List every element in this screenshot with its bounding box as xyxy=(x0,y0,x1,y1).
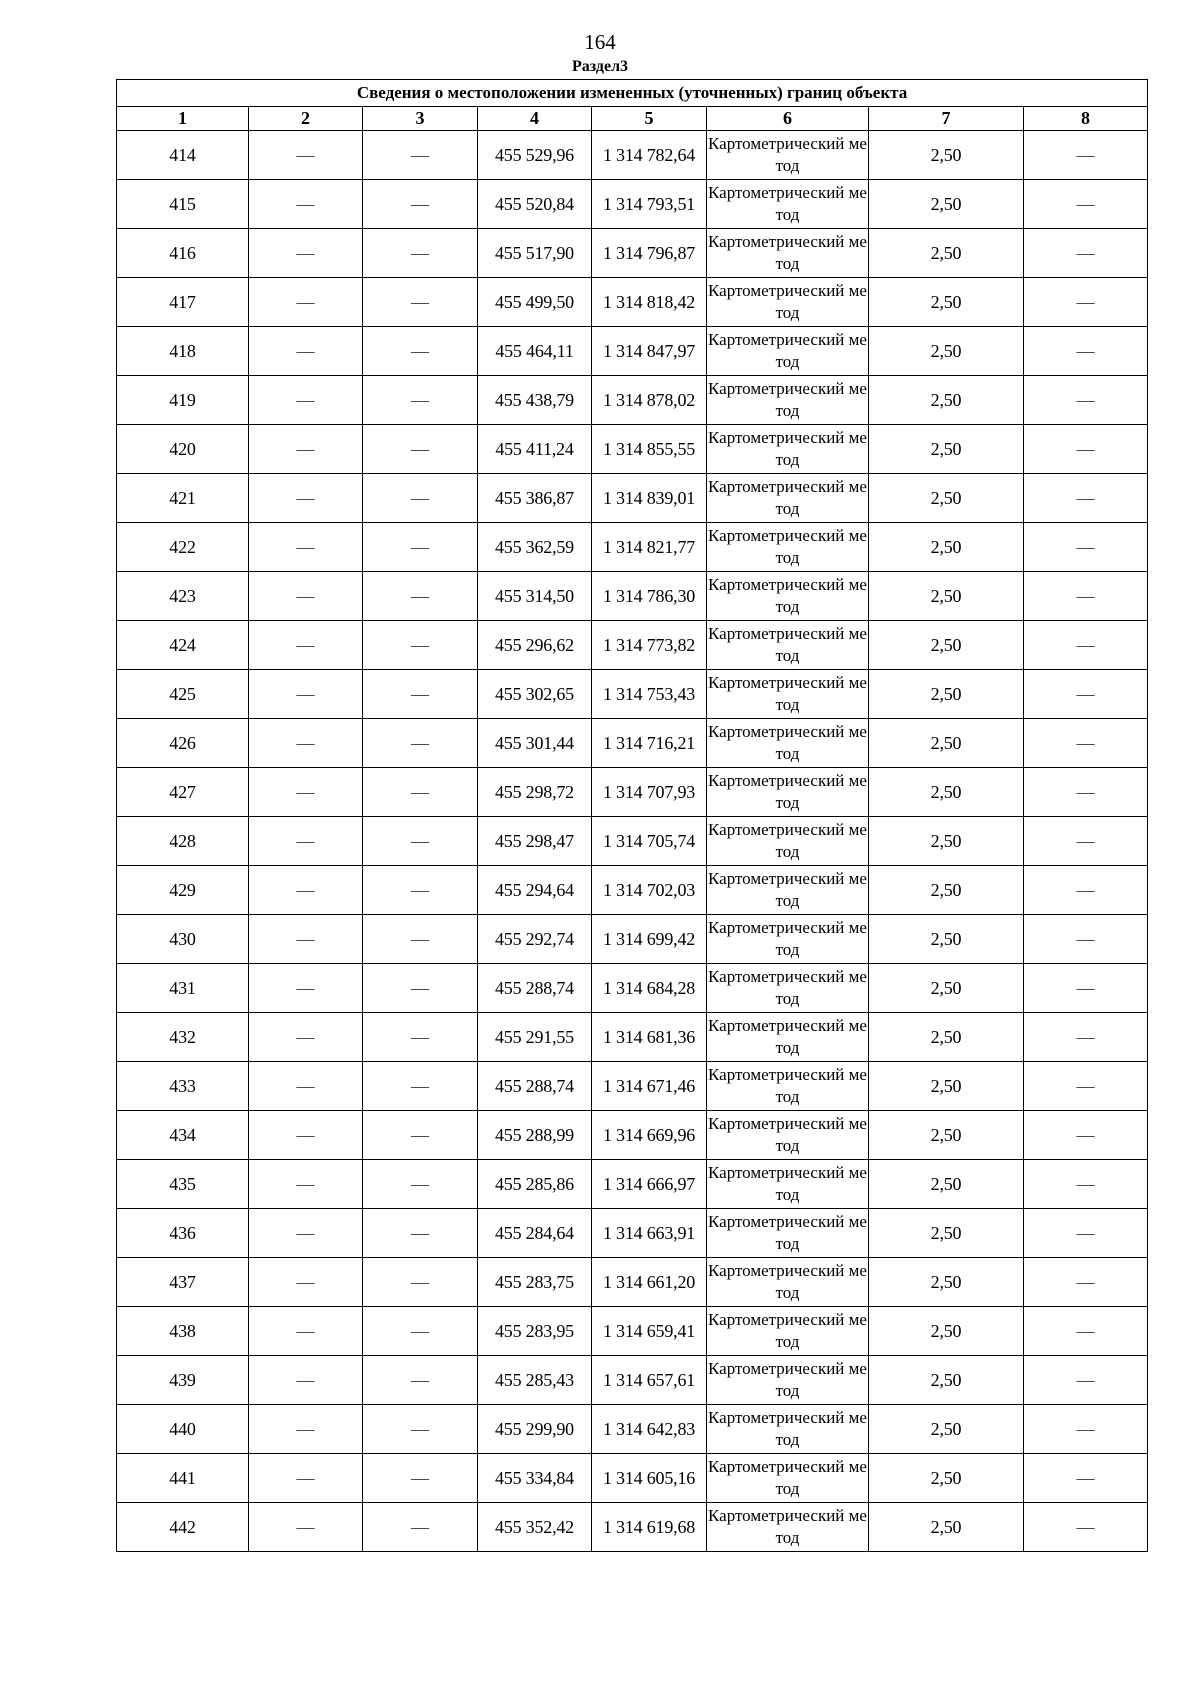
col3-cell: — xyxy=(363,425,478,474)
y-coordinate-cell: 1 314 619,68 xyxy=(592,1503,707,1552)
method-cell: Картометрический метод xyxy=(707,1454,869,1503)
y-coordinate-cell: 1 314 793,51 xyxy=(592,180,707,229)
col3-cell: — xyxy=(363,278,478,327)
method-cell: Картометрический метод xyxy=(707,327,869,376)
table-row xyxy=(117,474,1148,523)
x-coordinate-cell: 455 288,74 xyxy=(478,964,592,1013)
x-coordinate-cell: 455 292,74 xyxy=(478,915,592,964)
method-cell: Картометрический метод xyxy=(707,915,869,964)
method-cell: Картометрический метод xyxy=(707,180,869,229)
point-number-cell: 431 xyxy=(117,964,249,1013)
col8-cell: — xyxy=(1024,719,1148,768)
col8-cell: — xyxy=(1024,523,1148,572)
accuracy-cell: 2,50 xyxy=(869,1013,1024,1062)
col3-cell: — xyxy=(363,768,478,817)
point-number-cell: 436 xyxy=(117,1209,249,1258)
column-number-2: 2 xyxy=(249,107,363,131)
y-coordinate-cell: 1 314 847,97 xyxy=(592,327,707,376)
x-coordinate-cell: 455 464,11 xyxy=(478,327,592,376)
column-number-8: 8 xyxy=(1024,107,1148,131)
point-number-cell: 426 xyxy=(117,719,249,768)
col2-cell: — xyxy=(249,474,363,523)
table-row xyxy=(117,180,1148,229)
y-coordinate-cell: 1 314 796,87 xyxy=(592,229,707,278)
col8-cell: — xyxy=(1024,1209,1148,1258)
col2-cell: — xyxy=(249,1160,363,1209)
method-cell: Картометрический метод xyxy=(707,1209,869,1258)
accuracy-cell: 2,50 xyxy=(869,817,1024,866)
accuracy-cell: 2,50 xyxy=(869,229,1024,278)
method-cell: Картометрический метод xyxy=(707,1062,869,1111)
x-coordinate-cell: 455 285,86 xyxy=(478,1160,592,1209)
col8-cell: — xyxy=(1024,131,1148,180)
point-number-cell: 433 xyxy=(117,1062,249,1111)
table-row xyxy=(117,915,1148,964)
y-coordinate-cell: 1 314 855,55 xyxy=(592,425,707,474)
x-coordinate-cell: 455 386,87 xyxy=(478,474,592,523)
col3-cell: — xyxy=(363,1160,478,1209)
point-number-cell: 425 xyxy=(117,670,249,719)
column-number-row xyxy=(117,107,1148,131)
col2-cell: — xyxy=(249,1503,363,1552)
point-number-cell: 415 xyxy=(117,180,249,229)
table-row xyxy=(117,621,1148,670)
page-number: 164 xyxy=(584,30,616,54)
accuracy-cell: 2,50 xyxy=(869,1307,1024,1356)
y-coordinate-cell: 1 314 659,41 xyxy=(592,1307,707,1356)
method-cell: Картометрический метод xyxy=(707,474,869,523)
y-coordinate-cell: 1 314 663,91 xyxy=(592,1209,707,1258)
y-coordinate-cell: 1 314 657,61 xyxy=(592,1356,707,1405)
col2-cell: — xyxy=(249,572,363,621)
method-cell: Картометрический метод xyxy=(707,817,869,866)
point-number-cell: 429 xyxy=(117,866,249,915)
point-number-cell: 430 xyxy=(117,915,249,964)
y-coordinate-cell: 1 314 661,20 xyxy=(592,1258,707,1307)
col3-cell: — xyxy=(363,1062,478,1111)
method-cell: Картометрический метод xyxy=(707,964,869,1013)
col2-cell: — xyxy=(249,278,363,327)
y-coordinate-cell: 1 314 839,01 xyxy=(592,474,707,523)
table-row xyxy=(117,1503,1148,1552)
x-coordinate-cell: 455 299,90 xyxy=(478,1405,592,1454)
x-coordinate-cell: 455 291,55 xyxy=(478,1013,592,1062)
table-row xyxy=(117,719,1148,768)
x-coordinate-cell: 455 301,44 xyxy=(478,719,592,768)
col2-cell: — xyxy=(249,425,363,474)
col3-cell: — xyxy=(363,1454,478,1503)
point-number-cell: 435 xyxy=(117,1160,249,1209)
accuracy-cell: 2,50 xyxy=(869,866,1024,915)
table-row xyxy=(117,670,1148,719)
method-cell: Картометрический метод xyxy=(707,1503,869,1552)
x-coordinate-cell: 455 298,47 xyxy=(478,817,592,866)
col8-cell: — xyxy=(1024,474,1148,523)
accuracy-cell: 2,50 xyxy=(869,719,1024,768)
col8-cell: — xyxy=(1024,1307,1148,1356)
col8-cell: — xyxy=(1024,1160,1148,1209)
method-cell: Картометрический метод xyxy=(707,670,869,719)
method-cell: Картометрический метод xyxy=(707,278,869,327)
x-coordinate-cell: 455 283,75 xyxy=(478,1258,592,1307)
col8-cell: — xyxy=(1024,1111,1148,1160)
col8-cell: — xyxy=(1024,1405,1148,1454)
x-coordinate-cell: 455 294,64 xyxy=(478,866,592,915)
col2-cell: — xyxy=(249,1405,363,1454)
x-coordinate-cell: 455 285,43 xyxy=(478,1356,592,1405)
col8-cell: — xyxy=(1024,327,1148,376)
col8-cell: — xyxy=(1024,768,1148,817)
table-row xyxy=(117,1111,1148,1160)
accuracy-cell: 2,50 xyxy=(869,425,1024,474)
y-coordinate-cell: 1 314 684,28 xyxy=(592,964,707,1013)
table-row xyxy=(117,572,1148,621)
col3-cell: — xyxy=(363,866,478,915)
y-coordinate-cell: 1 314 642,83 xyxy=(592,1405,707,1454)
x-coordinate-cell: 455 288,99 xyxy=(478,1111,592,1160)
x-coordinate-cell: 455 438,79 xyxy=(478,376,592,425)
col3-cell: — xyxy=(363,474,478,523)
x-coordinate-cell: 455 529,96 xyxy=(478,131,592,180)
accuracy-cell: 2,50 xyxy=(869,964,1024,1013)
point-number-cell: 439 xyxy=(117,1356,249,1405)
col3-cell: — xyxy=(363,131,478,180)
table-row xyxy=(117,817,1148,866)
accuracy-cell: 2,50 xyxy=(869,131,1024,180)
point-number-cell: 421 xyxy=(117,474,249,523)
y-coordinate-cell: 1 314 707,93 xyxy=(592,768,707,817)
table-row xyxy=(117,1356,1148,1405)
accuracy-cell: 2,50 xyxy=(869,1454,1024,1503)
method-cell: Картометрический метод xyxy=(707,572,869,621)
col8-cell: — xyxy=(1024,278,1148,327)
y-coordinate-cell: 1 314 699,42 xyxy=(592,915,707,964)
coordinates-table xyxy=(116,79,1148,1552)
point-number-cell: 419 xyxy=(117,376,249,425)
method-cell: Картометрический метод xyxy=(707,131,869,180)
col2-cell: — xyxy=(249,523,363,572)
col3-cell: — xyxy=(363,915,478,964)
col8-cell: — xyxy=(1024,964,1148,1013)
col3-cell: — xyxy=(363,327,478,376)
table-row xyxy=(117,1307,1148,1356)
point-number-cell: 438 xyxy=(117,1307,249,1356)
col2-cell: — xyxy=(249,1209,363,1258)
col2-cell: — xyxy=(249,131,363,180)
table-row xyxy=(117,1405,1148,1454)
col3-cell: — xyxy=(363,180,478,229)
col8-cell: — xyxy=(1024,866,1148,915)
method-cell: Картометрический метод xyxy=(707,866,869,915)
y-coordinate-cell: 1 314 705,74 xyxy=(592,817,707,866)
y-coordinate-cell: 1 314 702,03 xyxy=(592,866,707,915)
table-row xyxy=(117,327,1148,376)
x-coordinate-cell: 455 499,50 xyxy=(478,278,592,327)
accuracy-cell: 2,50 xyxy=(869,1111,1024,1160)
col3-cell: — xyxy=(363,1111,478,1160)
col2-cell: — xyxy=(249,1307,363,1356)
point-number-cell: 442 xyxy=(117,1503,249,1552)
col3-cell: — xyxy=(363,817,478,866)
y-coordinate-cell: 1 314 753,43 xyxy=(592,670,707,719)
point-number-cell: 427 xyxy=(117,768,249,817)
col3-cell: — xyxy=(363,1307,478,1356)
accuracy-cell: 2,50 xyxy=(869,376,1024,425)
table-row xyxy=(117,1454,1148,1503)
y-coordinate-cell: 1 314 818,42 xyxy=(592,278,707,327)
col2-cell: — xyxy=(249,1356,363,1405)
col8-cell: — xyxy=(1024,229,1148,278)
col2-cell: — xyxy=(249,229,363,278)
table-title-row xyxy=(117,80,1148,107)
x-coordinate-cell: 455 288,74 xyxy=(478,1062,592,1111)
col3-cell: — xyxy=(363,719,478,768)
table-row xyxy=(117,1013,1148,1062)
col2-cell: — xyxy=(249,1454,363,1503)
col2-cell: — xyxy=(249,376,363,425)
y-coordinate-cell: 1 314 669,96 xyxy=(592,1111,707,1160)
accuracy-cell: 2,50 xyxy=(869,474,1024,523)
col3-cell: — xyxy=(363,572,478,621)
accuracy-cell: 2,50 xyxy=(869,1356,1024,1405)
table-row xyxy=(117,131,1148,180)
col2-cell: — xyxy=(249,817,363,866)
x-coordinate-cell: 455 296,62 xyxy=(478,621,592,670)
table-row xyxy=(117,1209,1148,1258)
accuracy-cell: 2,50 xyxy=(869,1503,1024,1552)
y-coordinate-cell: 1 314 786,30 xyxy=(592,572,707,621)
col2-cell: — xyxy=(249,670,363,719)
col2-cell: — xyxy=(249,768,363,817)
x-coordinate-cell: 455 298,72 xyxy=(478,768,592,817)
method-cell: Картометрический метод xyxy=(707,1160,869,1209)
method-cell: Картометрический метод xyxy=(707,1307,869,1356)
col8-cell: — xyxy=(1024,1503,1148,1552)
accuracy-cell: 2,50 xyxy=(869,572,1024,621)
col2-cell: — xyxy=(249,327,363,376)
column-number-4: 4 xyxy=(478,107,592,131)
col8-cell: — xyxy=(1024,1356,1148,1405)
x-coordinate-cell: 455 314,50 xyxy=(478,572,592,621)
col2-cell: — xyxy=(249,719,363,768)
section-label: Раздел3 xyxy=(571,58,629,75)
point-number-cell: 441 xyxy=(117,1454,249,1503)
accuracy-cell: 2,50 xyxy=(869,1062,1024,1111)
x-coordinate-cell: 455 334,84 xyxy=(478,1454,592,1503)
table-row xyxy=(117,1160,1148,1209)
column-number-6: 6 xyxy=(707,107,869,131)
col2-cell: — xyxy=(249,1111,363,1160)
x-coordinate-cell: 455 283,95 xyxy=(478,1307,592,1356)
column-number-3: 3 xyxy=(363,107,478,131)
accuracy-cell: 2,50 xyxy=(869,523,1024,572)
point-number-cell: 416 xyxy=(117,229,249,278)
accuracy-cell: 2,50 xyxy=(869,621,1024,670)
point-number-cell: 422 xyxy=(117,523,249,572)
method-cell: Картометрический метод xyxy=(707,1405,869,1454)
table-title: Сведения о местоположении измененных (уточненных) границ объекта xyxy=(117,80,1148,107)
point-number-cell: 434 xyxy=(117,1111,249,1160)
col3-cell: — xyxy=(363,1503,478,1552)
point-number-cell: 437 xyxy=(117,1258,249,1307)
col3-cell: — xyxy=(363,1013,478,1062)
col3-cell: — xyxy=(363,1405,478,1454)
column-number-7: 7 xyxy=(869,107,1024,131)
x-coordinate-cell: 455 520,84 xyxy=(478,180,592,229)
col8-cell: — xyxy=(1024,180,1148,229)
x-coordinate-cell: 455 352,42 xyxy=(478,1503,592,1552)
col8-cell: — xyxy=(1024,621,1148,670)
col8-cell: — xyxy=(1024,670,1148,719)
accuracy-cell: 2,50 xyxy=(869,1160,1024,1209)
table-row xyxy=(117,964,1148,1013)
method-cell: Картометрический метод xyxy=(707,425,869,474)
col3-cell: — xyxy=(363,376,478,425)
x-coordinate-cell: 455 411,24 xyxy=(478,425,592,474)
col2-cell: — xyxy=(249,180,363,229)
method-cell: Картометрический метод xyxy=(707,1258,869,1307)
col8-cell: — xyxy=(1024,425,1148,474)
method-cell: Картометрический метод xyxy=(707,523,869,572)
y-coordinate-cell: 1 314 821,77 xyxy=(592,523,707,572)
col3-cell: — xyxy=(363,670,478,719)
col3-cell: — xyxy=(363,964,478,1013)
table-row xyxy=(117,866,1148,915)
y-coordinate-cell: 1 314 716,21 xyxy=(592,719,707,768)
y-coordinate-cell: 1 314 878,02 xyxy=(592,376,707,425)
col8-cell: — xyxy=(1024,817,1148,866)
col8-cell: — xyxy=(1024,376,1148,425)
col8-cell: — xyxy=(1024,1013,1148,1062)
method-cell: Картометрический метод xyxy=(707,376,869,425)
y-coordinate-cell: 1 314 773,82 xyxy=(592,621,707,670)
accuracy-cell: 2,50 xyxy=(869,1258,1024,1307)
point-number-cell: 440 xyxy=(117,1405,249,1454)
col2-cell: — xyxy=(249,621,363,670)
x-coordinate-cell: 455 362,59 xyxy=(478,523,592,572)
method-cell: Картометрический метод xyxy=(707,768,869,817)
col2-cell: — xyxy=(249,1013,363,1062)
method-cell: Картометрический метод xyxy=(707,229,869,278)
accuracy-cell: 2,50 xyxy=(869,180,1024,229)
table-row xyxy=(117,1258,1148,1307)
col8-cell: — xyxy=(1024,572,1148,621)
method-cell: Картометрический метод xyxy=(707,1356,869,1405)
table-row xyxy=(117,1062,1148,1111)
x-coordinate-cell: 455 517,90 xyxy=(478,229,592,278)
col8-cell: — xyxy=(1024,1454,1148,1503)
col2-cell: — xyxy=(249,1258,363,1307)
table-row xyxy=(117,376,1148,425)
point-number-cell: 417 xyxy=(117,278,249,327)
accuracy-cell: 2,50 xyxy=(869,1209,1024,1258)
point-number-cell: 423 xyxy=(117,572,249,621)
col2-cell: — xyxy=(249,1062,363,1111)
col8-cell: — xyxy=(1024,1062,1148,1111)
col3-cell: — xyxy=(363,1356,478,1405)
accuracy-cell: 2,50 xyxy=(869,1405,1024,1454)
accuracy-cell: 2,50 xyxy=(869,915,1024,964)
accuracy-cell: 2,50 xyxy=(869,327,1024,376)
y-coordinate-cell: 1 314 671,46 xyxy=(592,1062,707,1111)
table-row xyxy=(117,768,1148,817)
col3-cell: — xyxy=(363,1209,478,1258)
col2-cell: — xyxy=(249,915,363,964)
table-row xyxy=(117,278,1148,327)
accuracy-cell: 2,50 xyxy=(869,278,1024,327)
point-number-cell: 418 xyxy=(117,327,249,376)
y-coordinate-cell: 1 314 782,64 xyxy=(592,131,707,180)
y-coordinate-cell: 1 314 681,36 xyxy=(592,1013,707,1062)
col8-cell: — xyxy=(1024,915,1148,964)
x-coordinate-cell: 455 284,64 xyxy=(478,1209,592,1258)
point-number-cell: 414 xyxy=(117,131,249,180)
accuracy-cell: 2,50 xyxy=(869,768,1024,817)
accuracy-cell: 2,50 xyxy=(869,670,1024,719)
column-number-1: 1 xyxy=(117,107,249,131)
col8-cell: — xyxy=(1024,1258,1148,1307)
point-number-cell: 424 xyxy=(117,621,249,670)
point-number-cell: 420 xyxy=(117,425,249,474)
y-coordinate-cell: 1 314 666,97 xyxy=(592,1160,707,1209)
y-coordinate-cell: 1 314 605,16 xyxy=(592,1454,707,1503)
point-number-cell: 428 xyxy=(117,817,249,866)
table-row xyxy=(117,425,1148,474)
table-row xyxy=(117,523,1148,572)
col3-cell: — xyxy=(363,1258,478,1307)
x-coordinate-cell: 455 302,65 xyxy=(478,670,592,719)
col3-cell: — xyxy=(363,229,478,278)
point-number-cell: 432 xyxy=(117,1013,249,1062)
table-row xyxy=(117,229,1148,278)
col3-cell: — xyxy=(363,523,478,572)
method-cell: Картометрический метод xyxy=(707,1013,869,1062)
col2-cell: — xyxy=(249,964,363,1013)
method-cell: Картометрический метод xyxy=(707,1111,869,1160)
col3-cell: — xyxy=(363,621,478,670)
col2-cell: — xyxy=(249,866,363,915)
method-cell: Картометрический метод xyxy=(707,621,869,670)
column-number-5: 5 xyxy=(592,107,707,131)
method-cell: Картометрический метод xyxy=(707,719,869,768)
